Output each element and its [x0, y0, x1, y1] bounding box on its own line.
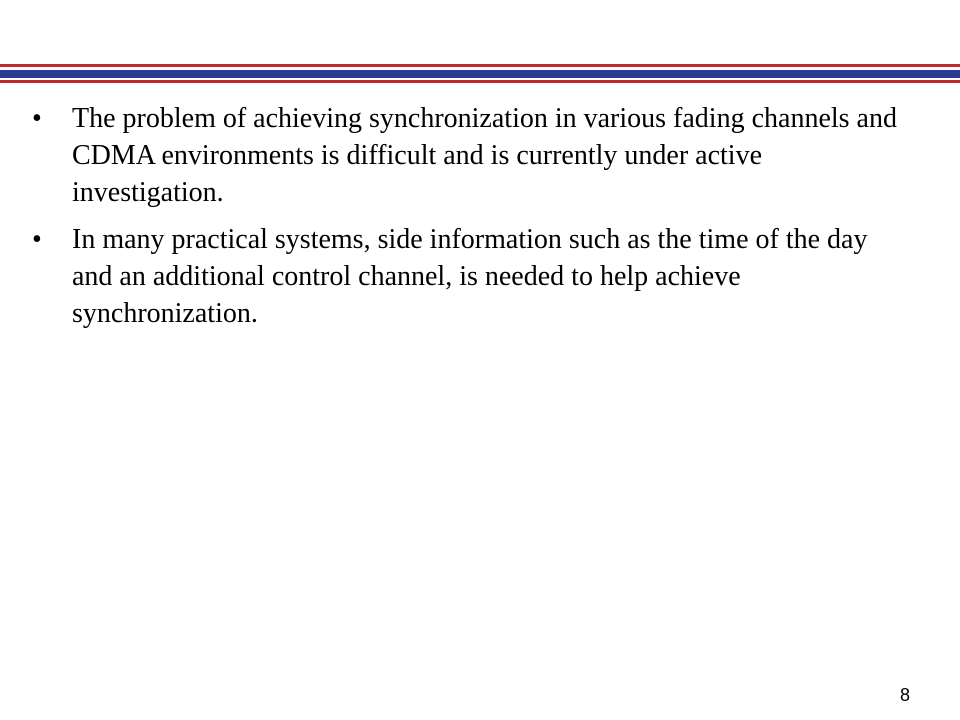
bullet-item-2 — [30, 221, 910, 332]
slide-number: 8 — [899, 685, 910, 705]
header-rule-red-bottom — [0, 80, 960, 83]
bullet-marker: • — [32, 103, 42, 134]
bullet-item-1 — [30, 100, 910, 211]
bullet-text-2: In many practical systems, side information such as the time of the day and an additional control channel, is needed to help achieve synchronization. — [72, 224, 868, 329]
bullet-marker: • — [32, 224, 42, 255]
header-rule-blue — [0, 70, 960, 78]
slide-content — [30, 100, 910, 342]
bullet-text-1: The problem of achieving synchronization in various fading channels and CDMA environments is difficult and is currently under active investigation. — [72, 103, 897, 208]
